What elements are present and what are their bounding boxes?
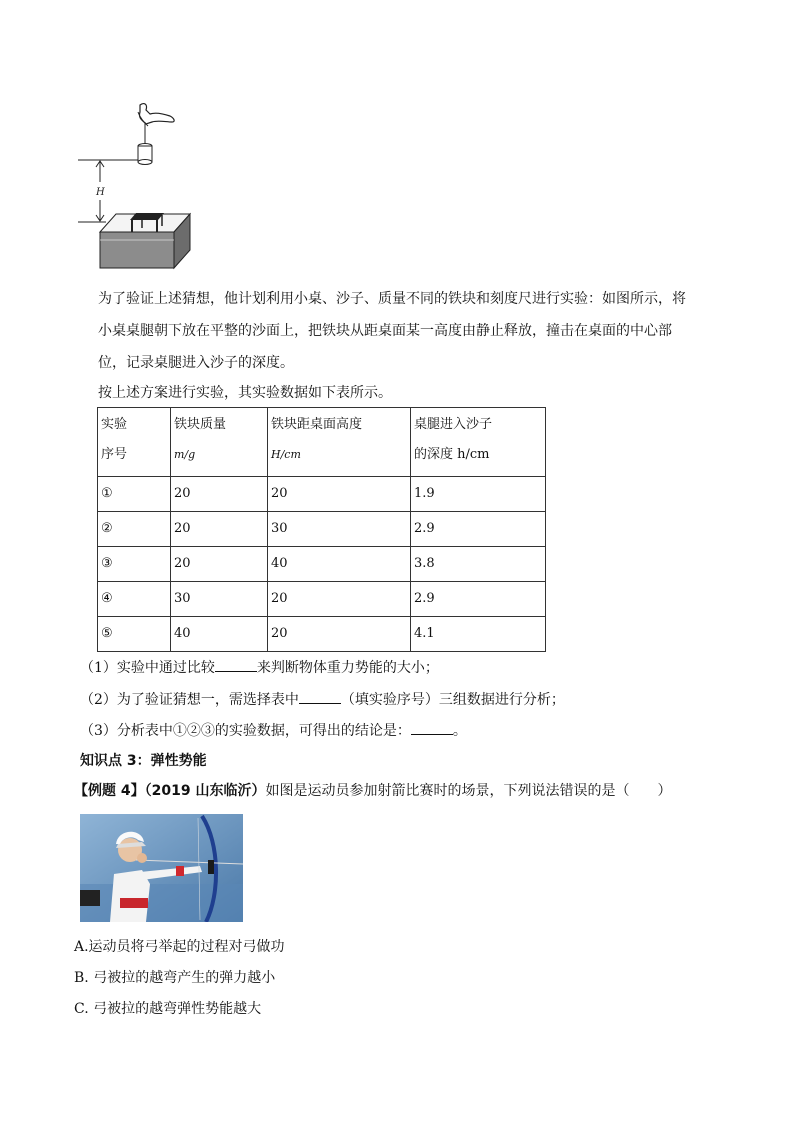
question-1: （1）实验中通过比较 来判断物体重力势能的大小； — [80, 657, 439, 678]
cell: ① — [98, 477, 171, 512]
height-label: H — [96, 187, 105, 198]
table-row — [98, 582, 546, 617]
archery-photo — [80, 814, 243, 922]
table-row — [98, 617, 546, 652]
option-c[interactable]: C. 弓被拉的越弯弹性势能越大 — [74, 1001, 262, 1017]
option-a[interactable]: A.运动员将弓举起的过程对弓做功 — [74, 939, 285, 955]
question-3: （3）分析表中①②③的实验数据，可得出的结论是： 。 — [80, 720, 467, 741]
cell: 3.8 — [411, 547, 546, 582]
answer-blank[interactable] — [215, 657, 257, 672]
hand-sketch — [139, 104, 174, 124]
header-cell-height: 铁块距桌面高度 H/cm — [268, 408, 411, 477]
option-b[interactable]: B. 弓被拉的越弯产生的弹力越小 — [74, 970, 276, 986]
cell: ② — [98, 512, 171, 547]
question-2: （2）为了验证猜想一，需选择表中 （填实验序号）三组数据进行分析； — [80, 689, 565, 710]
cell: 40 — [171, 617, 268, 652]
iron-block — [138, 144, 152, 165]
cell: 20 — [268, 617, 411, 652]
table-row — [98, 512, 546, 547]
cell: 30 — [268, 512, 411, 547]
table-intro: 按上述方案进行实验，其实验数据如下表所示。 — [98, 385, 392, 401]
sand-table-diagram — [78, 100, 208, 272]
cell: 20 — [171, 512, 268, 547]
header-cell-index: 实验 序号 — [98, 408, 171, 477]
cell: 2.9 — [411, 512, 546, 547]
table-header-row — [98, 408, 546, 477]
section-title: 知识点 3：弹性势能 — [80, 753, 207, 769]
table-row — [98, 477, 546, 512]
example-heading: 【例题 4】（2019 山东临沂）如图是运动员参加射箭比赛时的场景，下列说法错误的是（ ） — [74, 783, 672, 799]
cell: 20 — [268, 582, 411, 617]
cell: 1.9 — [411, 477, 546, 512]
cell: 20 — [268, 477, 411, 512]
cell: 20 — [171, 547, 268, 582]
sand-box — [100, 214, 190, 268]
answer-blank[interactable] — [299, 689, 341, 704]
cell: 2.9 — [411, 582, 546, 617]
cell: 4.1 — [411, 617, 546, 652]
table-row — [98, 547, 546, 582]
cell: 40 — [268, 547, 411, 582]
experiment-table — [97, 407, 546, 652]
header-cell-depth: 桌腿进入沙子 的深度 h/cm — [411, 408, 546, 477]
intro-paragraph: 为了验证上述猜想，他计划利用小桌、沙子、质量不同的铁块和刻度尺进行实验：如图所示，将小桌桌腿朝下放在平整的沙面上，把铁块从距桌面某一高度由静止释放，撞击在桌面的中心部位，记录桌腿进入沙子的深度。 — [98, 291, 686, 371]
answer-blank[interactable] — [411, 720, 453, 735]
cell: ⑤ — [98, 617, 171, 652]
cell: 20 — [171, 477, 268, 512]
header-cell-mass: 铁块质量 m/g — [171, 408, 268, 477]
cell: ④ — [98, 582, 171, 617]
cell: 30 — [171, 582, 268, 617]
cell: ③ — [98, 547, 171, 582]
